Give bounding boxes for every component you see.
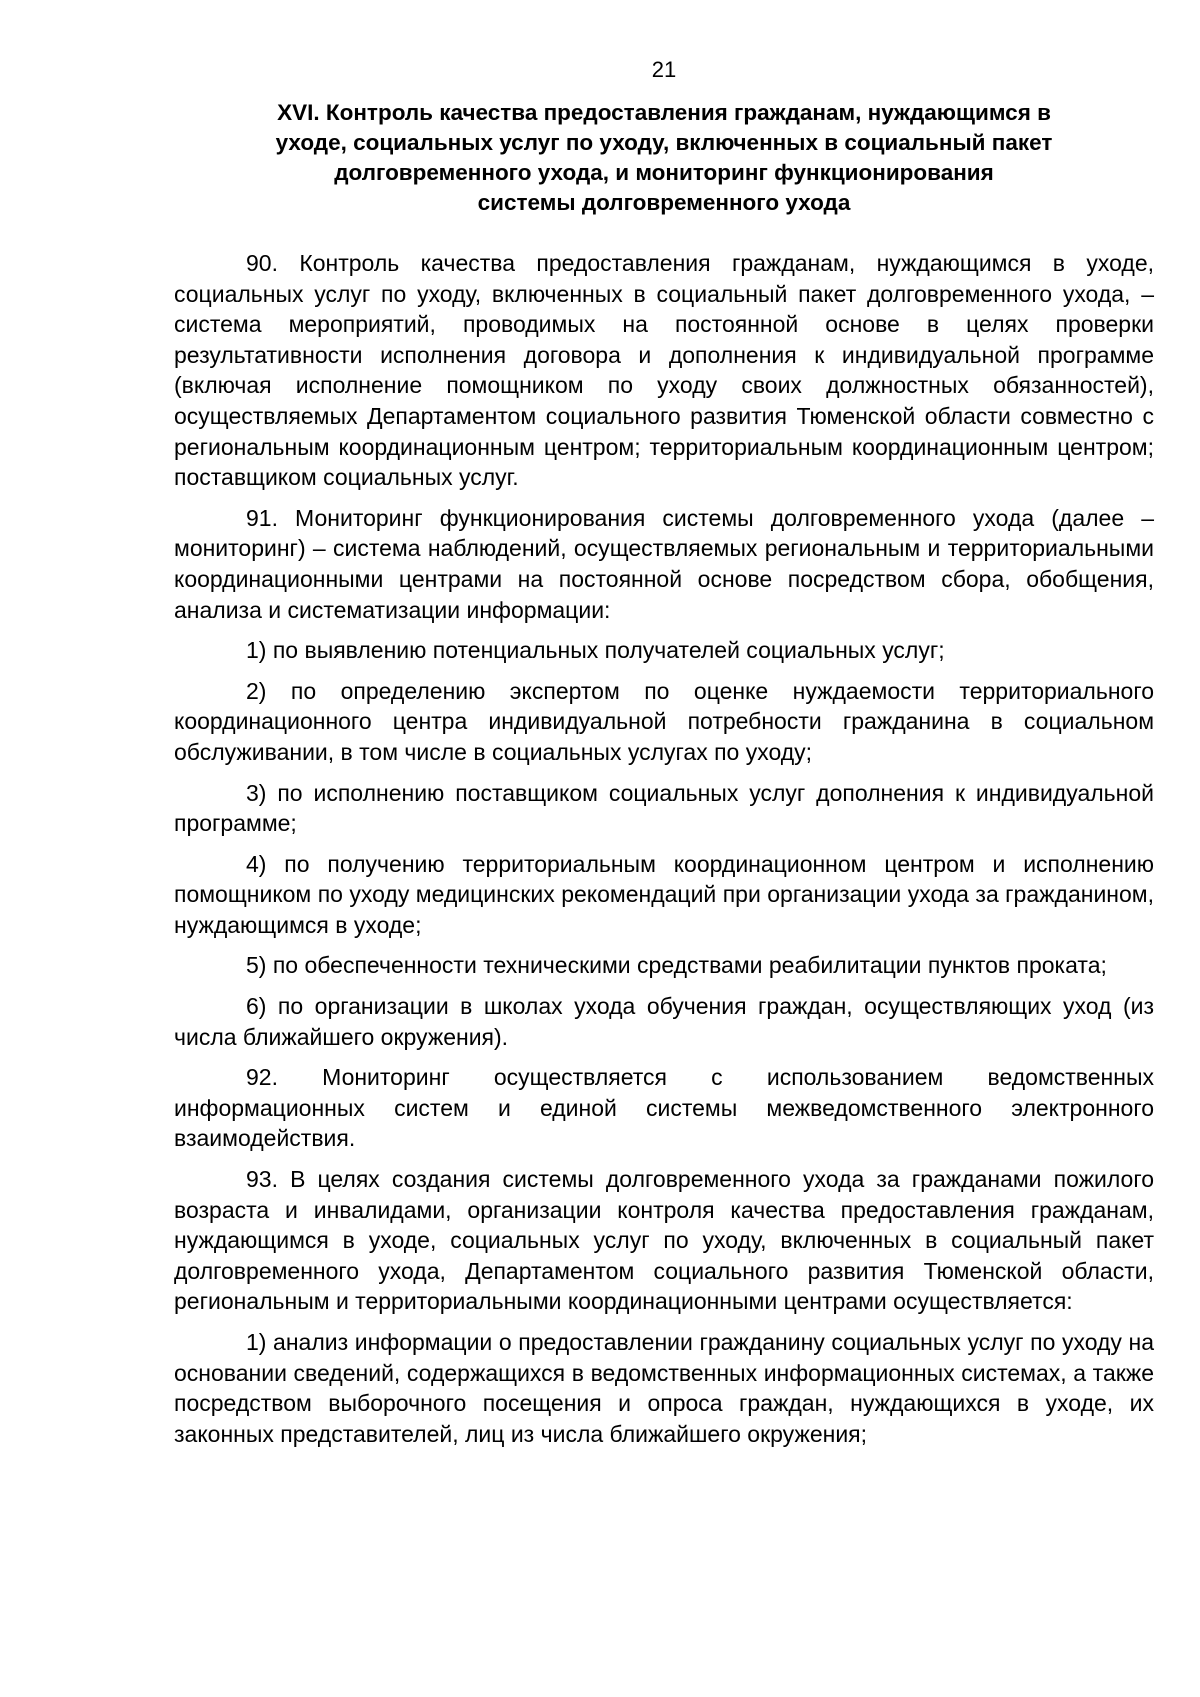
list-item-93-1: 1) анализ информации о предоставлении гражданину социальных услуг по уходу на основании сведений, содержащихся в ведомственных информационных системах, а также посредством выборочного посещения и опроса граждан, нуждающихся в уходе, их законных представителей, лиц из числа ближайшего окружения;	[174, 1329, 1154, 1447]
page-number: 21	[651, 57, 677, 82]
document-page	[174, 56, 1154, 1459]
list-item-91-2: 2) по определению экспертом по оценке нуждаемости территориального координационного центра индивидуальной потребности гражданина в социальном обслуживании, в том числе в социальных услугах по уходу;	[174, 677, 1154, 765]
heading-line: системы долговременного ухода	[477, 190, 851, 215]
list-item-91-1: 1) по выявлению потенциальных получателей социальных услуг;	[246, 637, 945, 664]
list-item-91-5: 5) по обеспеченности техническими средствами реабилитации пунктов проката;	[246, 952, 1107, 979]
paragraph-90: 90. Контроль качества предоставления гражданам, нуждающимся в уходе, социальных услуг по уходу, включенных в социальный пакет долговременного ухода, – система мероприятий, проводимых на постоянной основе в целях проверки результативности исполнения договора и дополнения к индивидуальной программе (включая исполнение помощником по уходу своих должностных обязанностей), осуществляемых Департаментом социального развития Тюменской области совместно с региональным координационным центром; территориальным координационным центром; поставщиком социальных услуг.	[174, 250, 1154, 491]
heading-line: XVI. Контроль качества предоставления гражданам, нуждающимся в	[277, 100, 1051, 125]
list-item-91-6: 6) по организации в школах ухода обучения граждан, осуществляющих уход (из числа ближайшего окружения).	[174, 993, 1154, 1050]
paragraph-93: 93. В целях создания системы долговременного ухода за гражданами пожилого возраста и инвалидами, организации контроля качества предоставления гражданам, нуждающимся в уходе, социальных услуг по уходу, включенных в социальный пакет долговременного ухода, Департаментом социального развития Тюменской области, региональным и территориальными координационными центрами осуществляется:	[174, 1166, 1154, 1315]
paragraph-91: 91. Мониторинг функционирования системы долговременного ухода (далее – мониторинг) – система наблюдений, осуществляемых региональным и территориальными координационными центрами на постоянной основе посредством сбора, обобщения, анализа и систематизации информации:	[174, 504, 1154, 623]
heading-line: уходе, социальных услуг по уходу, включенных в социальный пакет	[275, 130, 1053, 155]
section-heading	[174, 98, 1154, 218]
list-item-91-3: 3) по исполнению поставщиком социальных услуг дополнения к индивидуальной программе;	[174, 779, 1154, 837]
paragraph-92: 92. Мониторинг осуществляется с использованием ведомственных информационных систем и единой системы межведомственного электронного взаимодействия.	[174, 1064, 1154, 1152]
heading-line: долговременного ухода, и мониторинг функционирования	[334, 160, 994, 185]
list-item-91-4: 4) по получению территориальным координационном центром и исполнению помощником по уходу медицинских рекомендаций при организации ухода за гражданином, нуждающимся в уходе;	[174, 850, 1154, 938]
